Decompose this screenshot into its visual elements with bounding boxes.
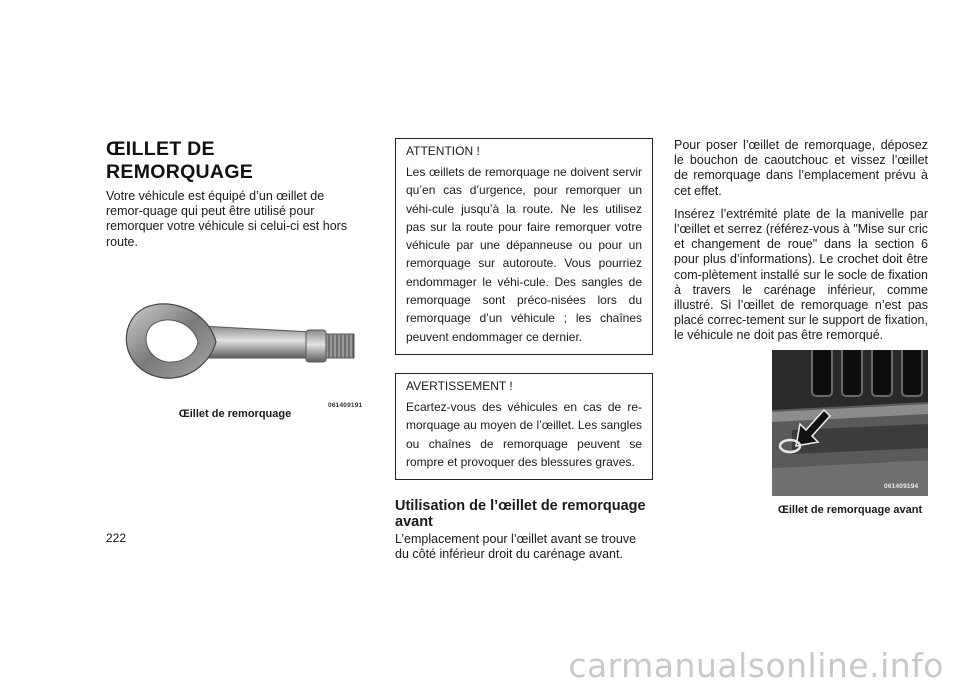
page-number: 222 xyxy=(106,531,127,545)
warning-title: AVERTISSEMENT ! xyxy=(406,378,513,393)
warning-text: Ecartez-vous des véhicules en cas de re-morquage au moyen de l’œillet. Les sangles ou chaînes de remorquage peuvent se rompre et provoquer des blessures graves. xyxy=(406,399,642,469)
warning-box xyxy=(395,373,653,480)
column-left xyxy=(106,138,364,420)
figure-code: 061409191 xyxy=(328,401,363,409)
attention-box xyxy=(395,138,653,355)
intro-paragraph: Votre véhicule est équipé d’un œillet de remor-quage qui peut être utilisé pour remorquer votre véhicule si celui-ci est hors route. xyxy=(106,189,348,249)
crank-paragraph: Insérez l’extrémité plate de la manivelle par l’œillet et serrez (référez-vous à "Mise sur cric et changement de roue" dans la section 6 pour plus d’informations). Le crochet doit être com-plètement installé sur le socle de fixation à travers le carénage inférieur, comme illustré. Si l’œillet de remorquage n’est pas placé correc-tement sur le support de fixation, le véhicule ne doit pas être remorqué. xyxy=(674,206,928,343)
tow-eye-illustration xyxy=(106,274,364,404)
section-title: ŒILLET DE REMORQUAGE xyxy=(106,138,254,183)
install-paragraph: Pour poser l’œillet de remorquage, déposez le bouchon de caoutchouc et vissez l’œillet de remorquage dans l’emplacement prévu à cet effet. xyxy=(674,138,928,198)
figure-caption: Œillet de remorquage xyxy=(178,407,292,420)
column-right xyxy=(674,138,928,516)
subsection-text: L’emplacement pour l’œillet avant se trouve du côté inférieur droit du carénage avant. xyxy=(395,532,637,562)
vehicle-front-illustration xyxy=(772,350,928,496)
front-tow-eye-photo xyxy=(772,350,928,496)
figure-code: 061409194 xyxy=(884,482,919,490)
watermark: carmanualsonline.info xyxy=(568,646,944,685)
attention-title: ATTENTION ! xyxy=(406,144,480,158)
attention-text: Les œillets de remorquage ne doivent servir qu’en cas d’urgence, pour remorquer un véhi-cule jusqu’à la route. Ne les utilisez pas sur la route pour faire remorquer votre véhicule par une dépanneuse ou pour un remorquage sur autoroute. Vous pourriez endommager le véhi-cule. Des sangles de remorquage sont préco-nisées lors du remorquage d’un véhicule ; les chaînes peuvent endommager ce dernier. xyxy=(406,165,642,344)
column-middle xyxy=(395,138,653,563)
subsection-heading: Utilisation de l’œillet de remorquage avant xyxy=(395,498,646,531)
tow-eye-figure xyxy=(106,274,364,424)
figure-caption: Œillet de remorquage avant xyxy=(777,503,923,516)
